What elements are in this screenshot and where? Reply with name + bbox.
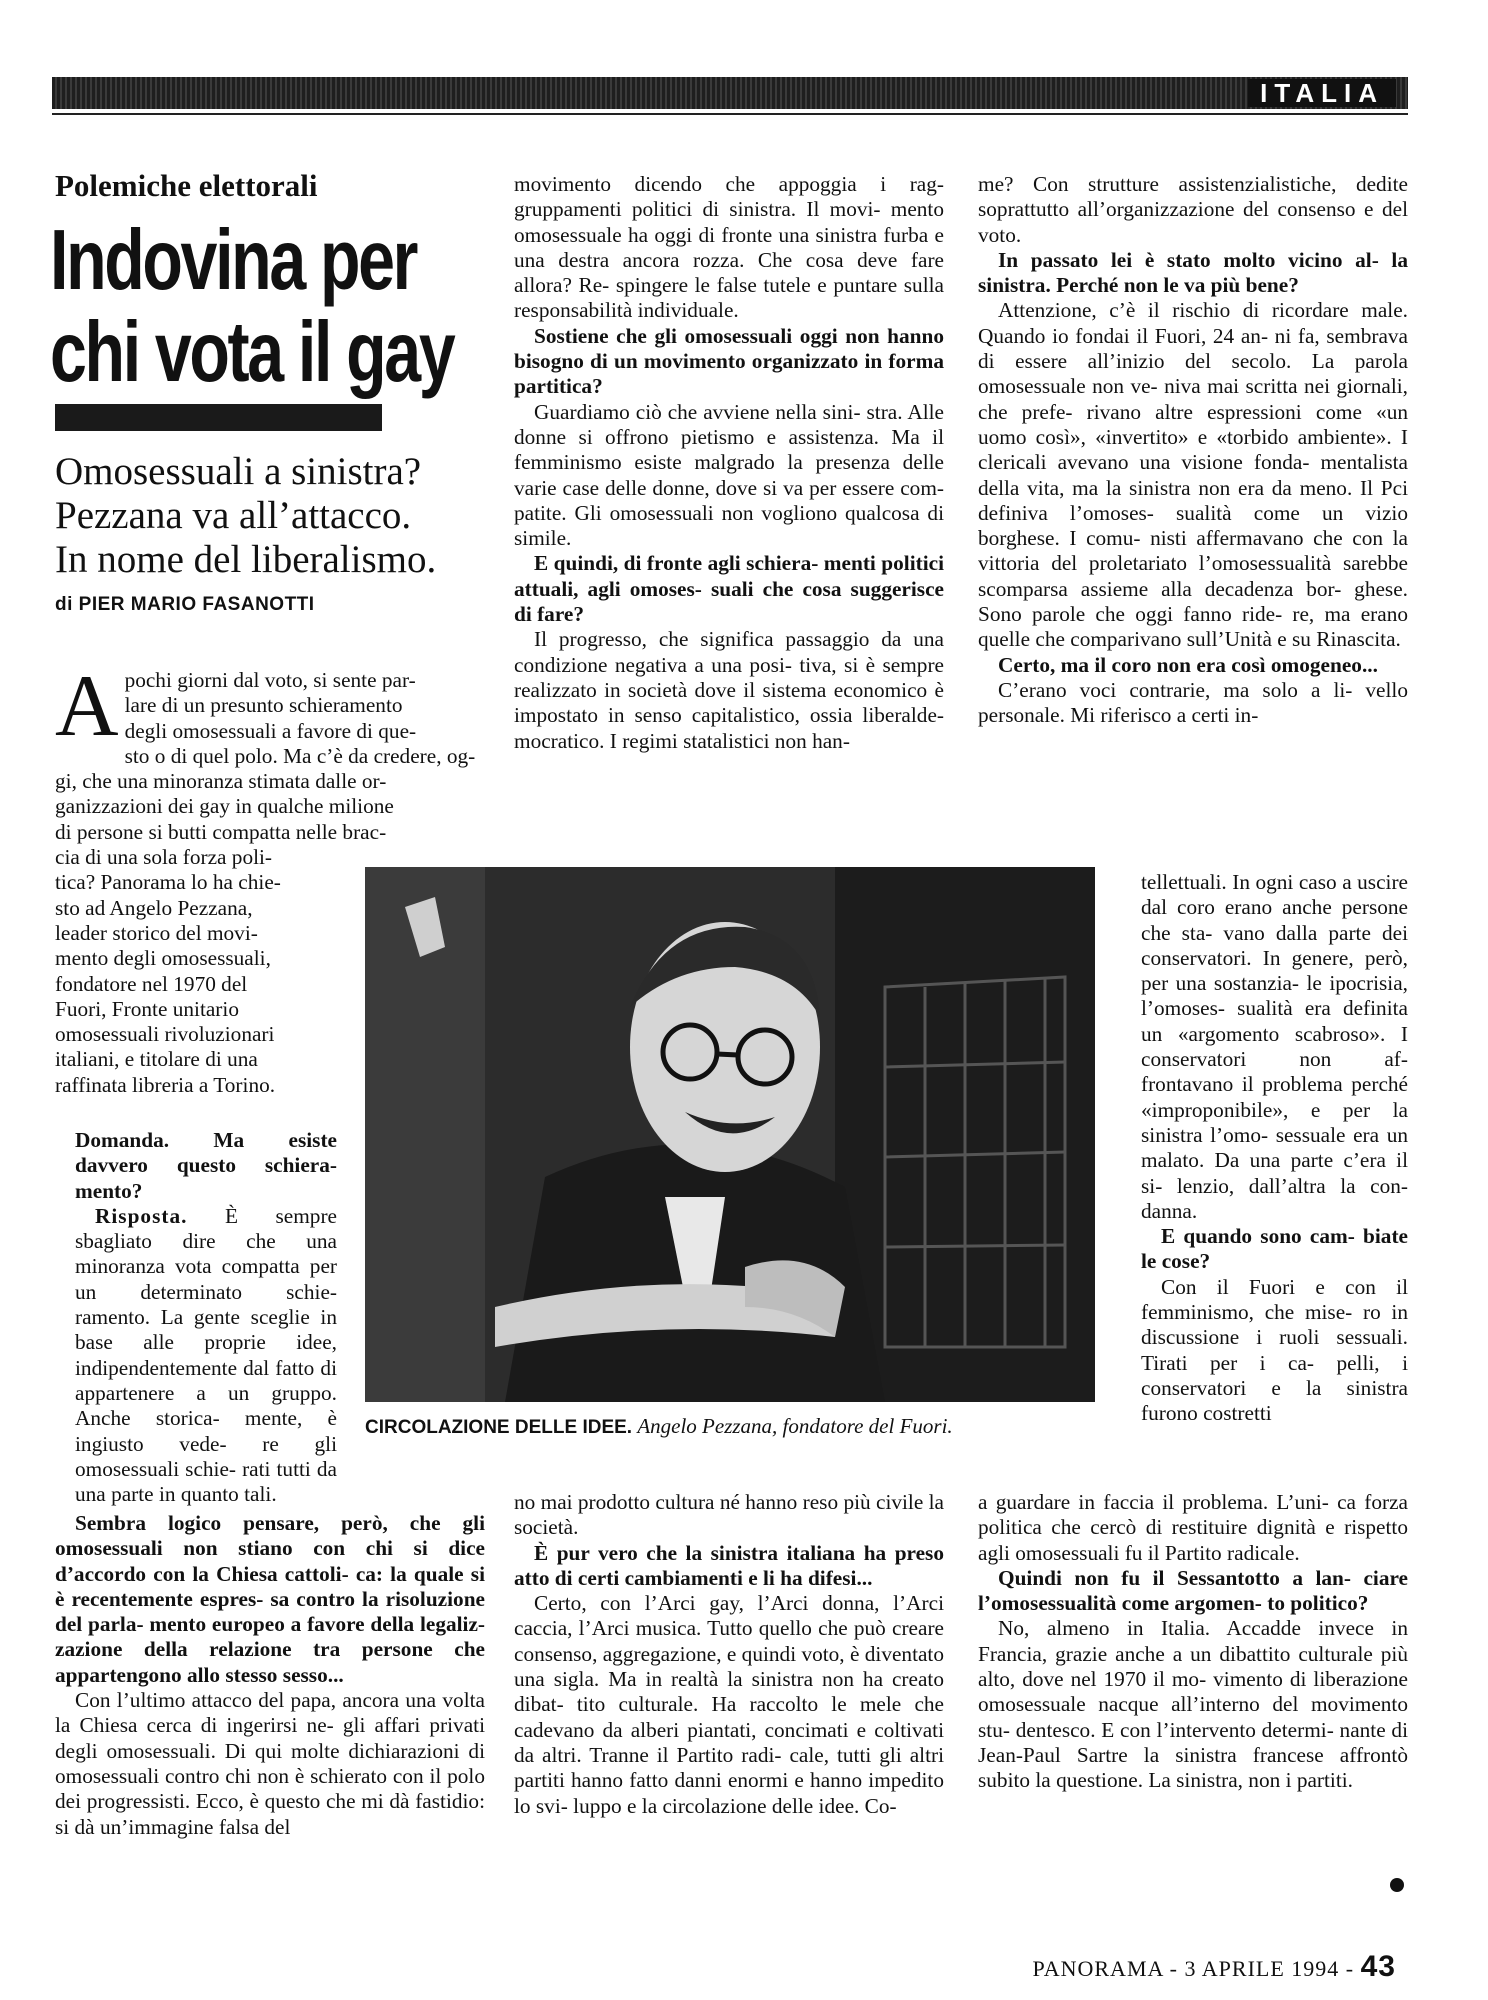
portrait-illustration bbox=[365, 867, 1095, 1402]
headline-bar bbox=[55, 404, 382, 431]
question: È pur vero che la sinistra italiana ha preso atto di certi cambiamenti e li ha difesi... bbox=[514, 1540, 944, 1590]
page-number: 43 bbox=[1360, 1950, 1396, 1983]
deck bbox=[55, 450, 495, 582]
question: In passato lei è stato molto vicino al- la sinistra. Perché non le va più bene? bbox=[978, 247, 1408, 298]
header-bar bbox=[52, 77, 1408, 109]
answer: C’erano voci contrarie, ma solo a li- vello personale. Mi riferisco a certi in- bbox=[978, 677, 1408, 728]
intro-line: cia di una sola forza poli- bbox=[55, 845, 273, 870]
intro-line: di persone si butti compatta nelle brac- bbox=[55, 819, 387, 844]
section-label: ITALIA bbox=[1248, 79, 1396, 107]
end-mark bbox=[1390, 1878, 1404, 1892]
answer: a guardare in faccia il problema. L’uni- ca forza politica che cercò di restituire dignità e rispetto agli omosessuali fu il Partito radicale. bbox=[978, 1490, 1408, 1565]
page-footer bbox=[1033, 1950, 1397, 1984]
header-rule bbox=[52, 113, 1408, 115]
column-1-bottom bbox=[55, 1511, 485, 1840]
answer-1: È sempre sbagliato dire che una minoranza vota compatta per un determinato schie- ramento. La gente sceglie in base alle proprie idee, indipendentemente dal fatto di appartenere a un gruppo. Anche storica- mente, è ingiusto vede- re gli omosessuali schie- rati tutti da una parte in quanto tali. bbox=[75, 1203, 337, 1507]
question-2: Sembra logico pensare, però, che gli omosessuali non stiano con chi si dice d’accordo con la Chiesa cattoli- ca: la quale si è recentemente espres- sa contro la risoluzione del parla- mento europeo a favore della legaliz- zazione della relazione tra persone che appartengono allo stesso sesso... bbox=[55, 1511, 485, 1687]
column-3-top bbox=[978, 172, 1408, 729]
question-1: Domanda. Ma esiste davvero questo schiera- mento? bbox=[75, 1128, 337, 1203]
intro-line: pochi giorni dal voto, si sente par- bbox=[124, 668, 416, 692]
intro-line: sto o di quel polo. Ma c’è da credere, og- bbox=[124, 743, 476, 768]
answer: Certo, con l’Arci gay, l’Arci donna, l’Arci caccia, l’Arci musica. Tutto quello che può creare consenso, aggregazione, e quindi voto, è diventato una sigla. Ma in realtà la sinistra non ha creato dibat- tito culturale. Ha raccolto le mele che cadevano da alberi piantati, concimati e coltivati da altri. Tranne il Partito radi- cale, tutti gli altri partiti hanno fatto danni enormi e hanno impedito lo svi- luppo e la circolazione delle idee. Co- bbox=[514, 1591, 944, 1818]
intro-line: fondatore nel 1970 del bbox=[55, 971, 248, 996]
answer: tellettuali. In ogni caso a uscire dal coro erano anche persone che sta- vano dalla parte dei conservatori. In genere, però, per una sostanzia- le ipocrisia, l’omoses- sualità era definita un «argomento scabroso». I conservatori non af- frontavano il problema perché «improponibile», e per la sinistra l’omo- sessuale era un malato. Da una parte c’era il si- lenzio, dall’altra la con- danna. bbox=[1141, 870, 1408, 1223]
column-3-bottom bbox=[978, 1490, 1408, 1794]
caption-label: CIRCOLAZIONE DELLE IDEE. bbox=[365, 1417, 633, 1438]
answer: No, almeno in Italia. Accadde invece in Francia, grazie anche a un dibattito culturale più alto, dove nel 1970 il mo- vimento di liberazione omosessuale nacque all’interno del movimento stu- dentesco. E con l’intervento determi- nante di Jean-Paul Sartre la sinistra francese affrontò subito la questione. La sinistra, non i partiti. bbox=[978, 1616, 1408, 1793]
intro-line: italiani, e titolare di una bbox=[55, 1047, 258, 1072]
answer: Attenzione, c’è il rischio di ricordare male. Quando io fondai il Fuori, 24 an- ni fa, sembrava di essere all’inizio del secolo. La parola omosessuale non ve- niva mai scritta nei giornali, che prefe- rivano altre espressioni come «un uomo così», «invertito» e «torbido ambiente». I clericali avevano una visione fonda- mentalista della vita, ma la sinistra non era da meno. Il Pci definiva l’omoses- sualità come un vizio borghese. I comu- nisti affermavano che con la vittoria del proletariato l’omosessualità sarebbe scomparsa assieme alla decadenza bor- ghese. Sono parole che oggi fanno ride- re, ma erano quelle che comparivano sull’Unità e su Rinascita. bbox=[978, 298, 1408, 652]
intro-line: omosessuali rivoluzionari bbox=[55, 1022, 275, 1047]
answer: Il progresso, che significa passaggio da una condizione negativa a una posi- tiva, si è sempre realizzato in società dove il sistema economico è impostato in senso capitalistico, ossia liberalde- mocratico. I regimi statalistici non han- bbox=[514, 627, 944, 753]
column-2-bottom bbox=[514, 1490, 944, 1819]
photo-caption bbox=[365, 1414, 1095, 1439]
intro-line: sto ad Angelo Pezzana, bbox=[55, 895, 253, 920]
headline bbox=[50, 213, 454, 400]
question: E quindi, di fronte agli schiera- menti politici attuali, agli omoses- suali che cosa suggerisce di fare? bbox=[514, 551, 944, 627]
intro-line: lare di un presunto schieramento bbox=[124, 693, 403, 718]
publication-line: PANORAMA - 3 APRILE 1994 - bbox=[1032, 1956, 1355, 1981]
column-3-narrow bbox=[1141, 870, 1408, 1427]
column-2-top bbox=[514, 172, 944, 754]
answer-2: Con l’ultimo attacco del papa, ancora una volta la Chiesa cerca di ingerirsi ne- gli affari privati degli omosessuali. Di qui molte dichiarazioni di omosessuali contro chi non è schierato con il polo dei progressisti. Ecco, è questo che mi dà fastidio: si dà un’immagine falsa del bbox=[55, 1688, 485, 1839]
intro-line: degli omosessuali a favore di que- bbox=[124, 718, 417, 743]
question: E quando sono cam- biate le cose? bbox=[1141, 1224, 1408, 1274]
intro-line: gi, che una minoranza stimata dalle or- bbox=[55, 769, 387, 794]
question: Sostiene che gli omosessuali oggi non hanno bisogno di un movimento organizzato in forma partitica? bbox=[514, 323, 944, 399]
answer: movimento dicendo che appoggia i rag- gruppamenti politici di sinistra. Il movi- mento omosessuale ha oggi di fronte una sinistra furba e una destra ancora rozza. Che cosa deve fare allora? Re- spingere le false tutele e puntare sulla responsabilità individuale. bbox=[514, 172, 944, 323]
answer: Guardiamo ciò che avviene nella sini- stra. Alle donne si offrono pietismo e assistenza. Ma il femminismo esiste malgrado la presenza delle varie case delle donne, dove si va per essere com- patite. Gli omosessuali non vogliono qualcosa di simile. bbox=[514, 399, 944, 551]
intro-line: Fuori, Fronte unitario bbox=[55, 996, 239, 1021]
byline: di PIER MARIO FASANOTTI bbox=[55, 594, 315, 615]
intro-line: mento degli omosessuali, bbox=[55, 946, 271, 971]
question: Quindi non fu il Sessantotto a lan- ciare l’omosessualità come argomen- to politico? bbox=[978, 1565, 1408, 1616]
deck-line-3: In nome del liberalismo. bbox=[55, 538, 437, 581]
answer: no mai prodotto cultura né hanno reso più civile la società. bbox=[514, 1490, 944, 1540]
intro-line: raffinata libreria a Torino. bbox=[55, 1072, 276, 1097]
deck-line-1: Omosessuali a sinistra? bbox=[55, 450, 422, 493]
column-1-qa-narrow bbox=[75, 1128, 337, 1507]
portrait-photo bbox=[365, 867, 1095, 1402]
intro-line: tica? Panorama lo ha chie- bbox=[55, 870, 281, 895]
headline-line-1: Indovina per bbox=[50, 213, 417, 308]
intro-line: ganizzazioni dei gay in qualche milione bbox=[55, 794, 394, 819]
answer: Con il Fuori e con il femminismo, che mise- ro in discussione i ruoli sessuali. Tirati per i ca- pelli, i conservatori e la sinistra furono costretti bbox=[1141, 1274, 1408, 1426]
deck-line-2: Pezzana va all’attacco. bbox=[55, 494, 412, 537]
intro-line: leader storico del movi- bbox=[55, 920, 258, 945]
answer: me? Con strutture assistenzialistiche, dedite soprattutto all’organizzazione del consenso e del voto. bbox=[978, 172, 1408, 247]
drop-cap: A bbox=[55, 658, 119, 755]
kicker: Polemiche elettorali bbox=[55, 168, 318, 203]
caption-text: Angelo Pezzana, fondatore del Fuori. bbox=[637, 1414, 953, 1438]
headline-line-2: chi vota il gay bbox=[50, 305, 454, 400]
answer-label: Risposta. bbox=[95, 1203, 188, 1228]
question: Certo, ma il coro non era così omogeneo... bbox=[998, 652, 1378, 677]
